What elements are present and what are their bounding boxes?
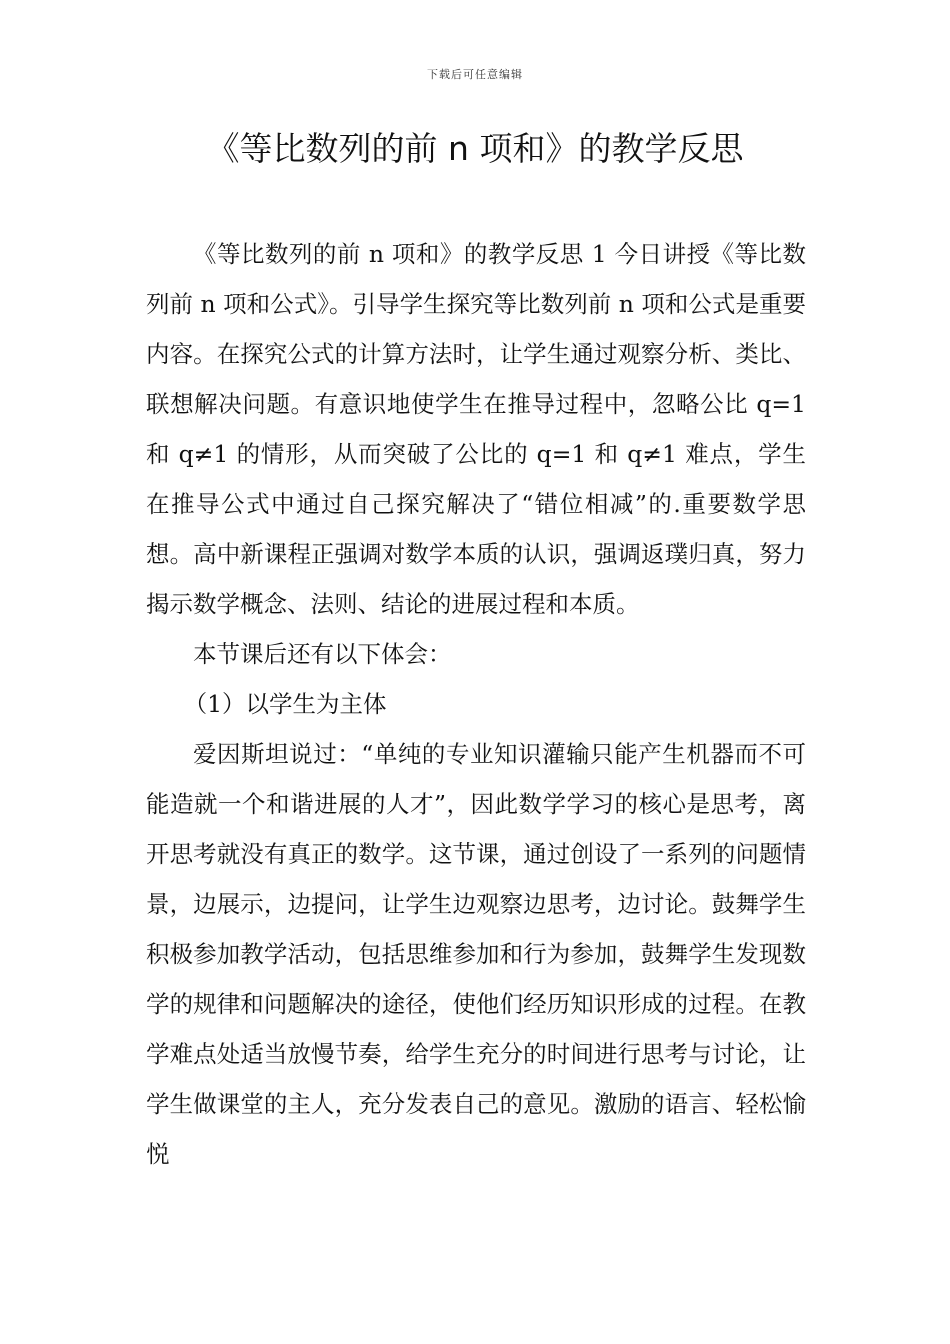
- paragraph-einstein: 爱因斯坦说过：“单纯的专业知识灌输只能产生机器而不可能造就一个和谐进展的人才”，因此数学学习的核心是思考，离开思考就没有真正的数学。这节课，通过创设了一系列的问题情景，边展示，边提问，让学生边观察边思考，边讨论。鼓舞学生积极参加教学活动，包括思维参加和行为参加，鼓舞学生发现数学的规律和问题解决的途径，使他们经历知识形成的过程。在教学难点处适当放慢节奏，给学生充分的时间进行思考与讨论，让学生做课堂的主人，充分发表自己的意见。激励的语言、轻松愉悦: [146, 740, 806, 1168]
- section-heading-student-centered: （1）以学生为主体: [183, 690, 387, 718]
- document-title: 《等比数列的前 n 项和》的教学反思: [206, 129, 744, 168]
- document-body: [146, 229, 806, 1179]
- paragraph-summary-lead: 本节课后还有以下体会：: [193, 640, 452, 668]
- paragraph-intro: 《等比数列的前 n 项和》的教学反思 1 今日讲授《等比数列前 n 项和公式》。引导学生探究等比数列前 n 项和公式是重要内容。在探究公式的计算方法时，让学生通过观察分析、类比、联想解决问题。有意识地使学生在推导过程中，忽略公比 q=1 和 q≠1 的情形，从而突破了公比的 q=1 和 q≠1 难点，学生在推导公式中通过自己探究解决了“错位相减”的.重要数学思想。高中新课程正强调对数学本质的认识，强调返璞归真，努力揭示数学概念、法则、结论的进展过程和本质。: [146, 240, 806, 618]
- header-note: 下载后可任意编辑: [427, 68, 523, 81]
